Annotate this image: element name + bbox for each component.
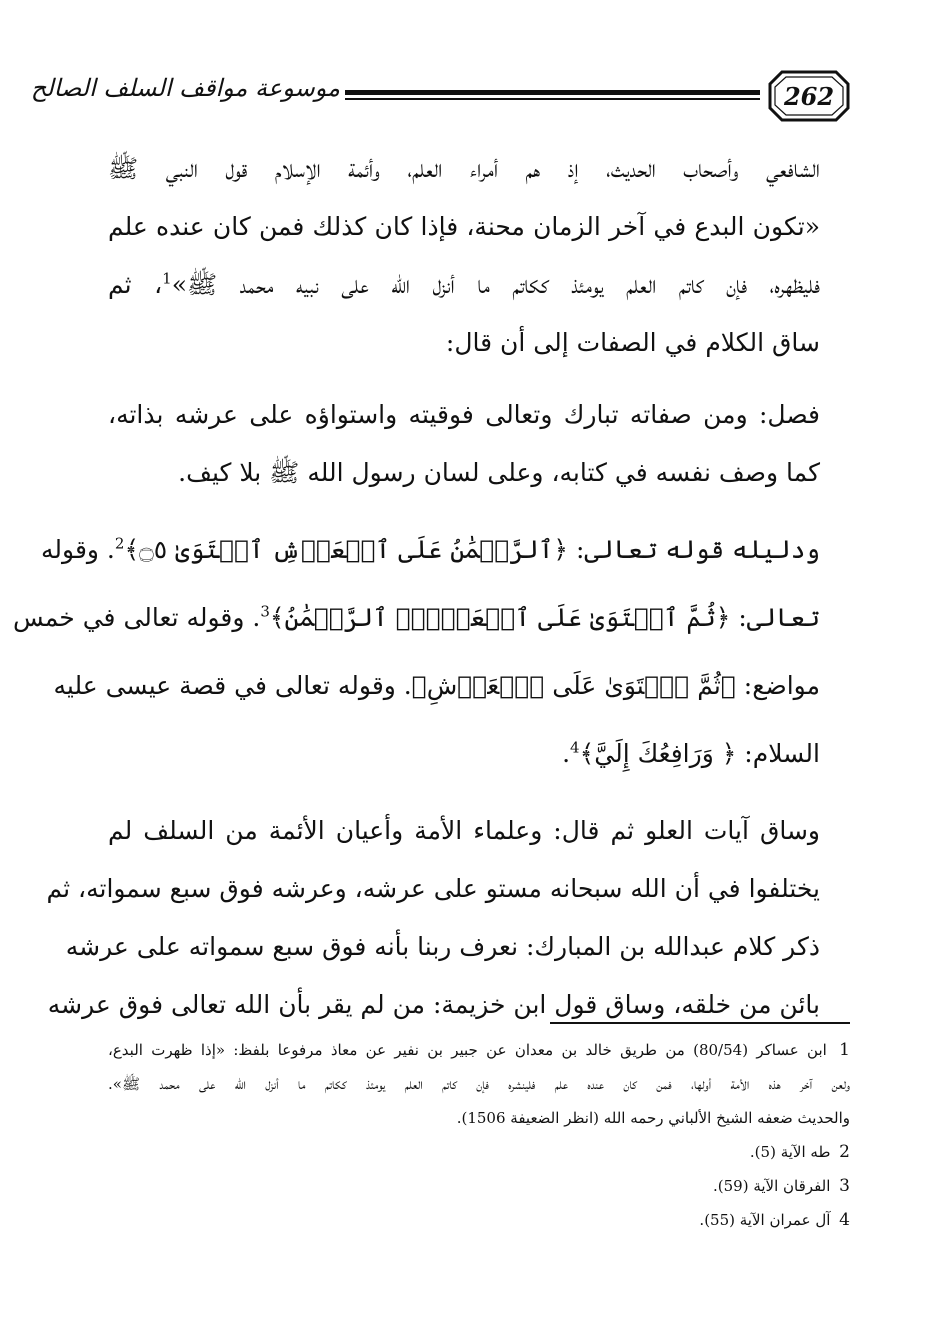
footnote-ref: 3 (260, 602, 270, 621)
page-header (30, 62, 850, 132)
footnote-text: الفرقان الآية (59). (712, 1177, 831, 1195)
text-segment: ، ثم (108, 270, 163, 299)
text-segment: تعالى: ﴿ثُمَّ ٱسۡتَوَىٰ عَلَى ٱلۡعَرۡشِۚ ٱلرَّحۡمَٰنُ﴾ (269, 603, 820, 632)
footnote-text: ابن عساكر (80/54) من طريق خالد بن معدان عن جبير بن نفير عن معاذ مرفوعا بلفظ: «إذا ظهرت البدع، (108, 1041, 827, 1059)
footnote-number: 4 (839, 1210, 850, 1230)
footnotes (108, 1033, 850, 1237)
footnote-text: آل عمران الآية (55). (699, 1211, 831, 1229)
text-segment: فليظهره، فإن كاتم العلم يومئذ ككاتم ما أنزل الله على نبيه محمد ﷺ» (171, 270, 820, 299)
footnote-text: طه الآية (5). (749, 1143, 831, 1161)
header-rule-thin (345, 98, 760, 100)
text-line: «تكون البدع في آخر الزمان محنة، فإذا كان كذلك فمن كان عنده علم (108, 212, 820, 241)
text-segment: ودليله قوله تعالى: ﴿ٱلرَّحۡمَٰنُ عَلَى ٱلۡعَرۡشِ ٱسۡتَوَىٰ ۝٥﴾ (124, 535, 820, 564)
footnote-ref: 1 (162, 269, 172, 288)
text-line (108, 720, 820, 788)
footnote-3 (108, 1169, 850, 1203)
footnote-number: 3 (839, 1176, 850, 1196)
footnote-ref: 4 (570, 738, 580, 757)
book-title: موسوعة مواقف السلف الصالح (30, 74, 340, 102)
text-segment: . وقوله تعالى في خمس (12, 603, 261, 632)
footnote-4 (108, 1203, 850, 1237)
footnote-ref: 2 (114, 534, 125, 553)
footnote-number: 1 (839, 1040, 850, 1060)
footnote-number: 2 (839, 1142, 850, 1162)
text-line: كما وصف نفسه في كتابه، وعلى لسان رسول الله ﷺ بلا كيف. (178, 458, 820, 487)
text-line (12, 584, 820, 652)
footnote-2 (108, 1135, 850, 1169)
page-number-badge (768, 70, 850, 122)
page-number: 262 (783, 81, 835, 111)
text-line: بائن من خلقه، وساق قول ابن خزيمة: من لم يقر بأن الله تعالى فوق عرشه (47, 990, 820, 1019)
text-line: ساق الكلام في الصفات إلى أن قال: (445, 328, 820, 357)
footnote-1-cont: والحديث ضعفه الشيخ الألباني رحمه الله (انظر الضعيفة 1506). (456, 1109, 850, 1127)
text-line: ذكر كلام عبدالله بن المبارك: نعرف ربنا بأنه فوق سبع سمواته على عرشه (65, 932, 820, 961)
text-line (41, 516, 820, 584)
footnote-1-cont: ولعن آخر هذه الأمة أولها، فمن كان عنده علم فلينشره فإن كاتم العلم يومئذ ككاتم ما أنزل الله على محمد ﷺ». (108, 1075, 850, 1093)
text-segment: . وقوله (41, 535, 115, 564)
footnote-separator (550, 1022, 850, 1024)
main-text (12, 140, 820, 1034)
text-segment: . (562, 739, 571, 768)
text-line (108, 256, 820, 314)
text-line: مواضع: ﴿ثُمَّ ٱسۡتَوَىٰ عَلَى ٱلۡعَرۡشِ﴾. وقوله تعالى في قصة عيسى عليه (53, 671, 820, 700)
text-segment: السلام: ﴿ وَرَافِعُكَ إِلَيَّ﴾ (579, 739, 820, 768)
text-line: وساق آيات العلو ثم قال: وعلماء الأمة وأعيان الأئمة من السلف لم (108, 816, 820, 845)
text-line: الشافعي وأصحاب الحديث، إذ هم أمراء العلم، وأئمة الإسلام قول النبي ﷺ (108, 154, 820, 183)
text-line: يختلفوا في أن الله سبحانه مستو على عرشه، وعرشه فوق سبع سمواته، ثم (46, 874, 820, 903)
header-rule-thick (345, 90, 760, 95)
footnote-1 (108, 1033, 850, 1067)
text-line: فصل: ومن صفاته تبارك وتعالى فوقيته واستواؤه على عرشه بذاته، (108, 400, 820, 429)
